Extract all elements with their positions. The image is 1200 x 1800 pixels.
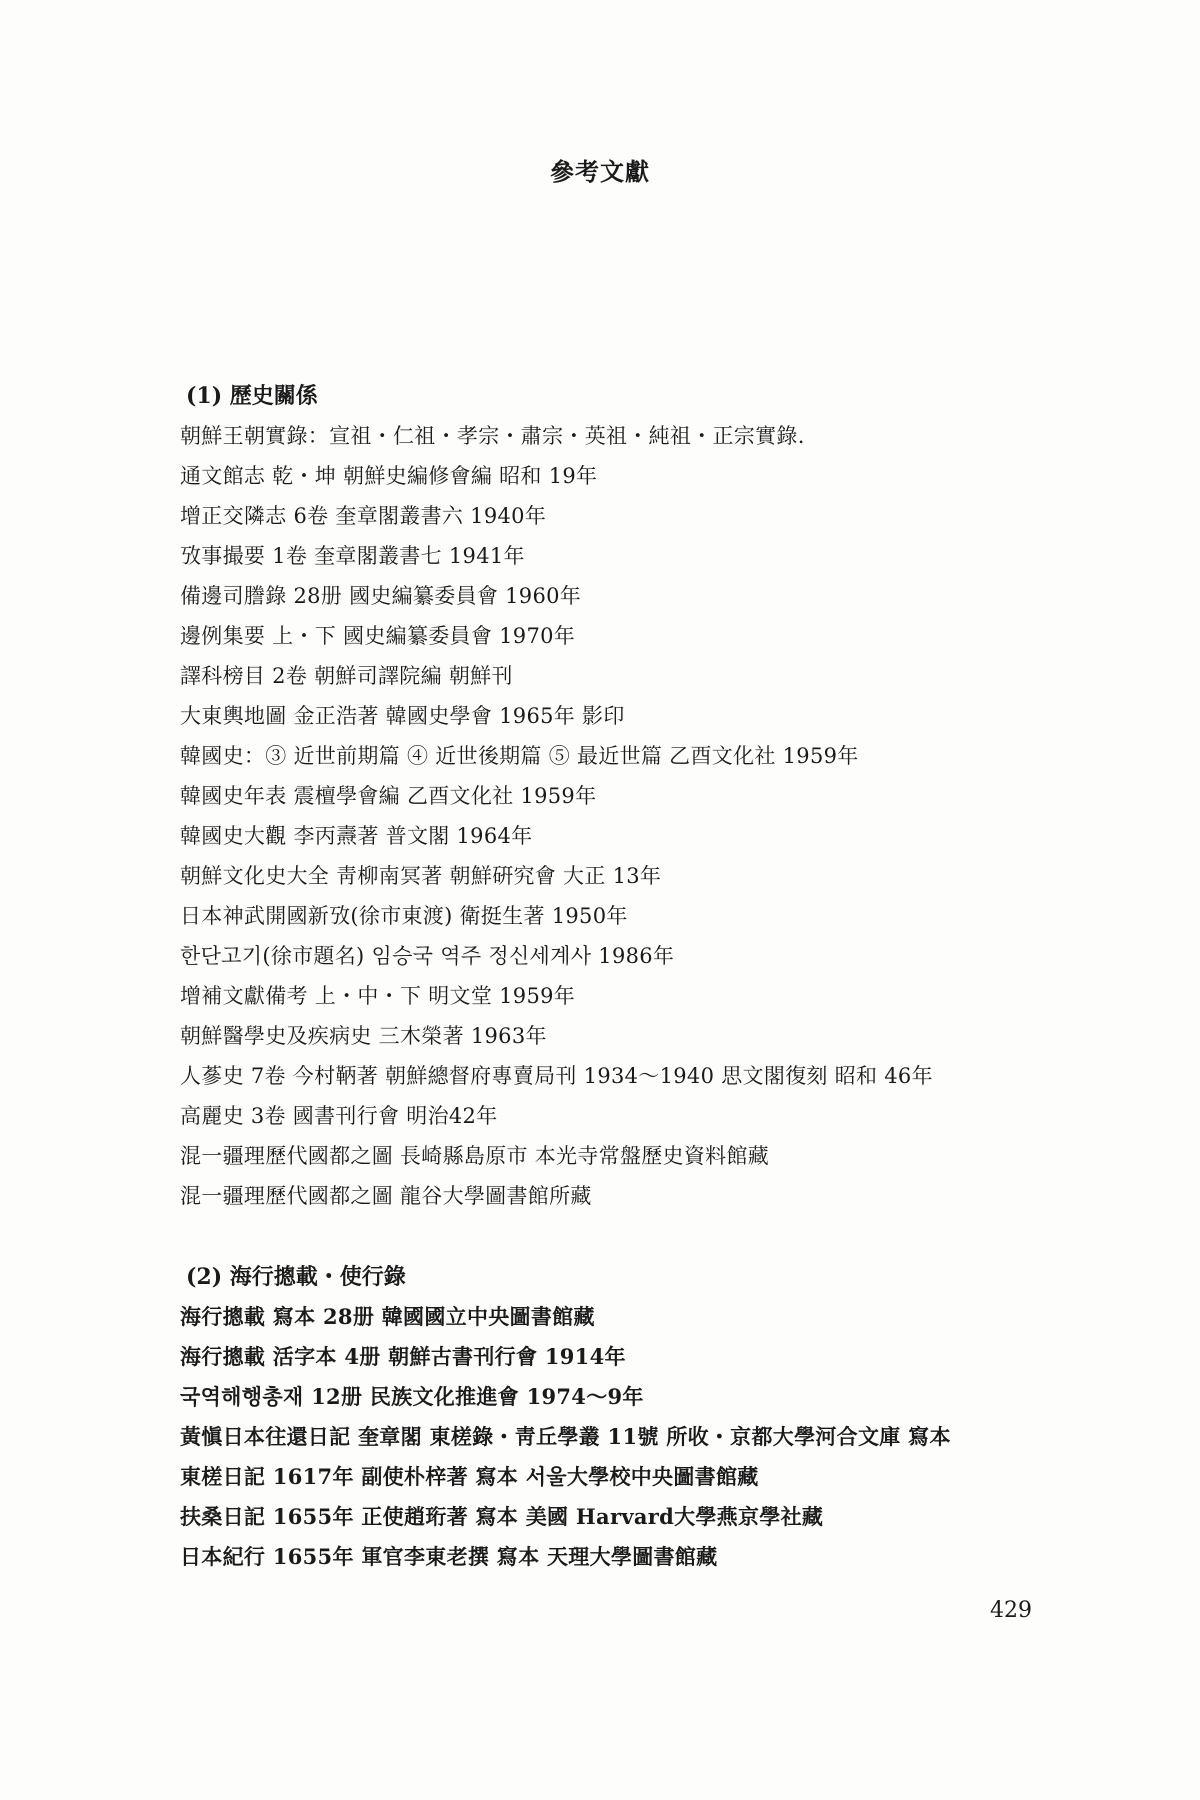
reference-entry: 東槎日記 1617年 副使朴梓著 寫本 서울大學校中央圖書館藏 [180,1464,759,1489]
reference-entry: 增補文獻備考 上・中・下 明文堂 1959年 [180,984,576,1008]
section-heading: (1) 歷史關係 [186,383,318,409]
page-number: 429 [990,1598,1032,1623]
reference-entry: 扶桑日記 1655年 正使趙珩著 寫本 美國 Harvard大學燕京學社藏 [180,1504,824,1529]
reference-entry: 日本神武開國新攷(徐市東渡) 衛挺生著 1950年 [180,904,628,928]
reference-entry: 混一疆理歷代國都之圖 長崎縣島原市 本光寺常盤歷史資料館藏 [180,1144,770,1168]
reference-entry: 韓國史年表 震檀學會編 乙酉文化社 1959年 [180,784,597,808]
reference-list [180,416,1080,1216]
section-haehaeng-chongjae [180,1257,1080,1577]
reference-entry: 한단고기(徐市題名) 임승국 역주 정신세계사 1986年 [180,944,675,968]
reference-entry: 韓國史：③ 近世前期篇 ④ 近世後期篇 ⑤ 最近世篇 乙酉文化社 1959年 [180,744,859,768]
page-title: 參考文獻 [550,157,650,186]
reference-entry: 日本紀行 1655年 軍官李東老撰 寫本 天理大學圖書館藏 [180,1544,718,1569]
reference-entry: 增正交隣志 6卷 奎章閣叢書六 1940年 [180,504,547,528]
section-history [180,376,1080,1216]
reference-entry: 韓國史大觀 李丙燾著 普文閣 1964年 [180,824,533,848]
reference-entry: 海行摠載 活字本 4册 朝鮮古書刊行會 1914年 [180,1344,626,1369]
reference-entry: 海行摠載 寫本 28册 韓國國立中央圖書館藏 [180,1304,595,1329]
reference-list [180,1297,1080,1577]
reference-entry: 朝鮮醫學史及疾病史 三木榮著 1963年 [180,1024,547,1048]
reference-entry: 국역해행총재 12册 民族文化推進會 1974〜9年 [180,1384,644,1409]
reference-entry: 邊例集要 上・下 國史編纂委員會 1970年 [180,624,576,648]
reference-entry: 朝鮮文化史大全 靑柳南冥著 朝鮮硏究會 大正 13年 [180,864,662,888]
reference-entry: 大東輿地圖 金正浩著 韓國史學會 1965年 影印 [180,704,625,728]
reference-entry: 備邊司謄錄 28册 國史編纂委員會 1960年 [180,584,582,608]
reference-entry: 譯科榜目 2卷 朝鮮司譯院編 朝鮮刊 [180,664,513,688]
section-heading: (2) 海行摠載・使行錄 [186,1264,406,1290]
reference-entry: 通文館志 乾・坤 朝鮮史編修會編 昭和 19年 [180,464,598,488]
reference-entry: 高麗史 3卷 國書刊行會 明治42年 [180,1104,498,1128]
reference-entry: 朝鮮王朝實錄：宣祖・仁祖・孝宗・肅宗・英祖・純祖・正宗實錄. [180,424,805,448]
reference-entry: 人蔘史 7卷 今村鞆著 朝鮮總督府專賣局刊 1934〜1940 思文閣復刻 昭和 46年 [180,1064,933,1088]
reference-entry: 黃愼日本往還日記 奎章閣 東槎錄・靑丘學叢 11號 所收・京都大學河合文庫 寫本 [180,1424,951,1449]
reference-entry: 混一疆理歷代國都之圖 龍谷大學圖書館所藏 [180,1184,592,1208]
reference-entry: 攷事撮要 1卷 奎章閣叢書七 1941年 [180,544,525,568]
